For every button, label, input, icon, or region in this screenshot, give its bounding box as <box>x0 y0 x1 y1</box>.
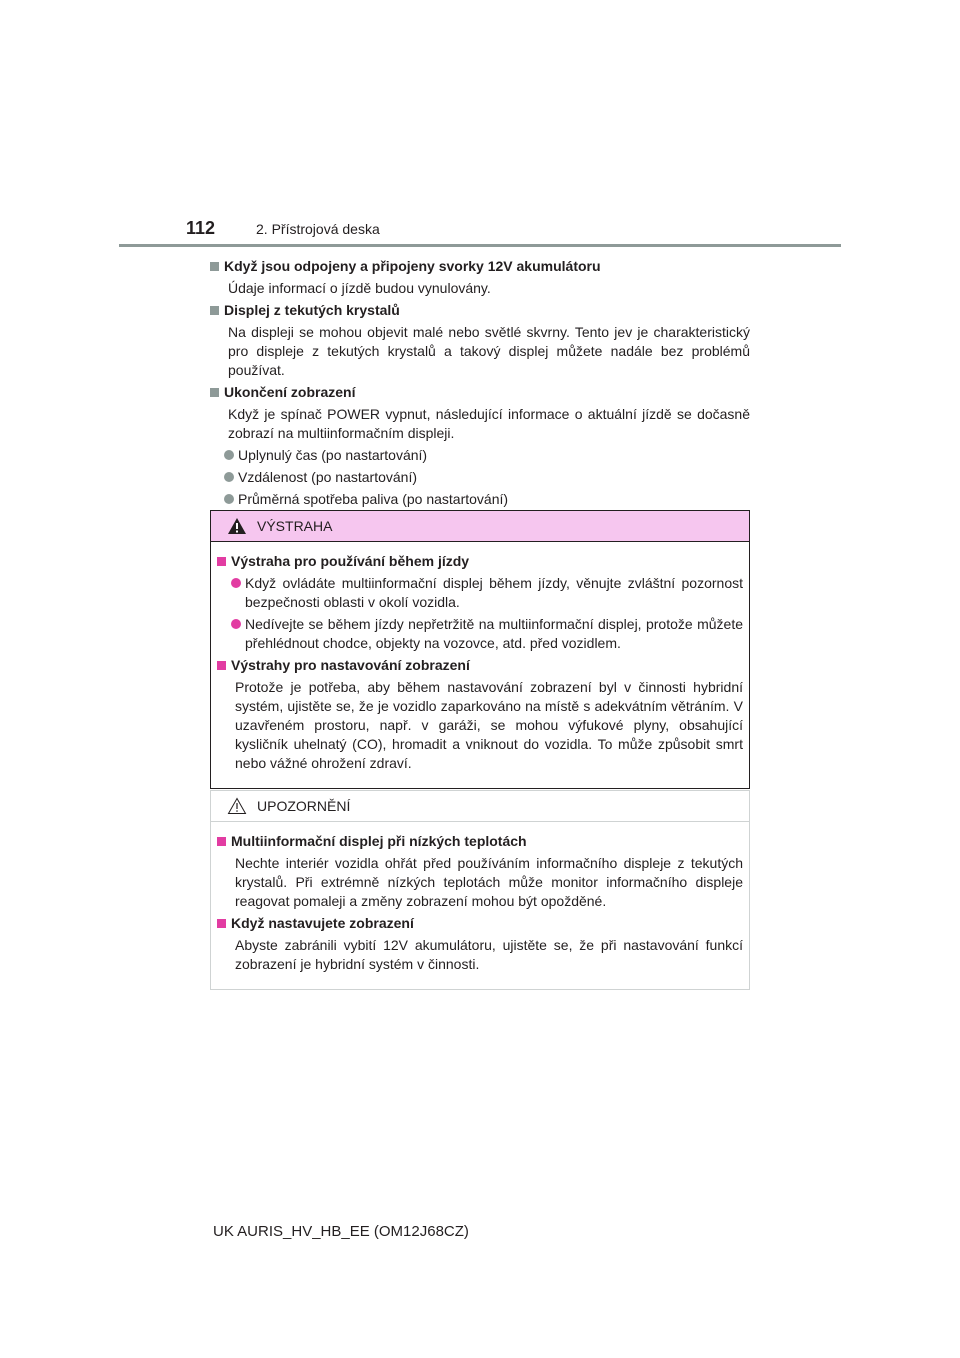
square-bullet-icon <box>210 388 219 397</box>
section-title: Výstrahy pro nastavování zobrazení <box>231 657 470 673</box>
section-body: Nechte interiér vozidla ohřát před používáním informačního displeje z tekutých krystalů. Při extrémně nízkých teplotách může monitor informačního displeje reagovat pomaleji a změny zobrazení mohou být opožděné. <box>235 855 743 909</box>
section-title: Když jsou odpojeny a připojeny svorky 12V akumulátoru <box>224 258 601 274</box>
section-body: Protože je potřeba, aby během nastavování zobrazení byl v činnosti hybridní systém, ujistěte se, že je vozidlo zaparkováno na místě s adekvátním větráním. V uzavřeném prostoru, např. v garáži, se mohou výfukové plyny, obsahující kysličník uhelnatý (CO), hromadit a vniknout do vozidla. To může způsobit smrt nebo vážné ohrožení zdraví. <box>235 679 743 771</box>
notice-box <box>210 790 750 990</box>
square-bullet-icon <box>217 661 226 670</box>
section-title: Když nastavujete zobrazení <box>231 915 414 931</box>
warning-box <box>210 510 750 789</box>
notice-header <box>211 791 749 822</box>
section-title: Ukončení zobrazení <box>224 384 356 400</box>
section-title: Multiinformační displej při nízkých teplotách <box>231 833 527 849</box>
section-body: Když je spínač POWER vypnut, následující informace o aktuální jízdě se dočasně zobrazí na multiinformačním displeji. <box>228 406 750 441</box>
section-title: Displej z tekutých krystalů <box>224 302 400 318</box>
page-header <box>186 218 380 239</box>
notice-label: UPOZORNĚNÍ <box>257 798 351 814</box>
header-divider <box>119 244 841 247</box>
list-item: Nedívejte se během jízdy nepřetržitě na multiinformační displej, protože můžete přehlédnout chodce, objekty na vozovce, atd. před vozidlem. <box>217 615 743 653</box>
list-item: Průměrná spotřeba paliva (po nastartování) <box>210 490 750 509</box>
list-item: Když ovládáte multiinformační displej během jízdy, věnujte zvláštní pozornost bezpečnosti oblasti v okolí vozidla. <box>217 574 743 612</box>
section <box>210 301 750 380</box>
dot-bullet-icon <box>224 450 234 460</box>
section-title: Výstraha pro používání během jízdy <box>231 553 470 569</box>
square-bullet-icon <box>210 262 219 271</box>
dot-bullet-icon <box>231 619 241 629</box>
caution-triangle-icon <box>227 797 247 815</box>
list-item: Vzdálenost (po nastartování) <box>210 468 750 487</box>
square-bullet-icon <box>210 306 219 315</box>
dot-bullet-icon <box>231 578 241 588</box>
warning-label: VÝSTRAHA <box>257 518 333 534</box>
square-bullet-icon <box>217 919 226 928</box>
warning-header <box>211 511 749 542</box>
page-number: 112 <box>186 218 216 238</box>
section <box>210 383 750 509</box>
main-content <box>210 255 750 512</box>
dot-bullet-icon <box>224 472 234 482</box>
section-body: Abyste zabránili vybití 12V akumulátoru, ujistěte se, že při nastavování funkcí zobrazení je hybridní systém v činnosti. <box>235 937 743 972</box>
square-bullet-icon <box>217 837 226 846</box>
warning-triangle-icon <box>227 517 247 535</box>
dot-bullet-icon <box>224 494 234 504</box>
section-body: Údaje informací o jízdě budou vynulovány. <box>228 280 491 296</box>
section <box>210 257 750 298</box>
square-bullet-icon <box>217 557 226 566</box>
chapter-title: 2. Přístrojová deska <box>256 221 380 237</box>
footer-code: UK AURIS_HV_HB_EE (OM12J68CZ) <box>213 1223 469 1240</box>
list-item: Uplynulý čas (po nastartování) <box>210 446 750 465</box>
section-body: Na displeji se mohou objevit malé nebo světlé skvrny. Tento jev je charakteristický pro displeje z tekutých krystalů a takový displej můžete nadále bez problémů používat. <box>228 324 750 378</box>
